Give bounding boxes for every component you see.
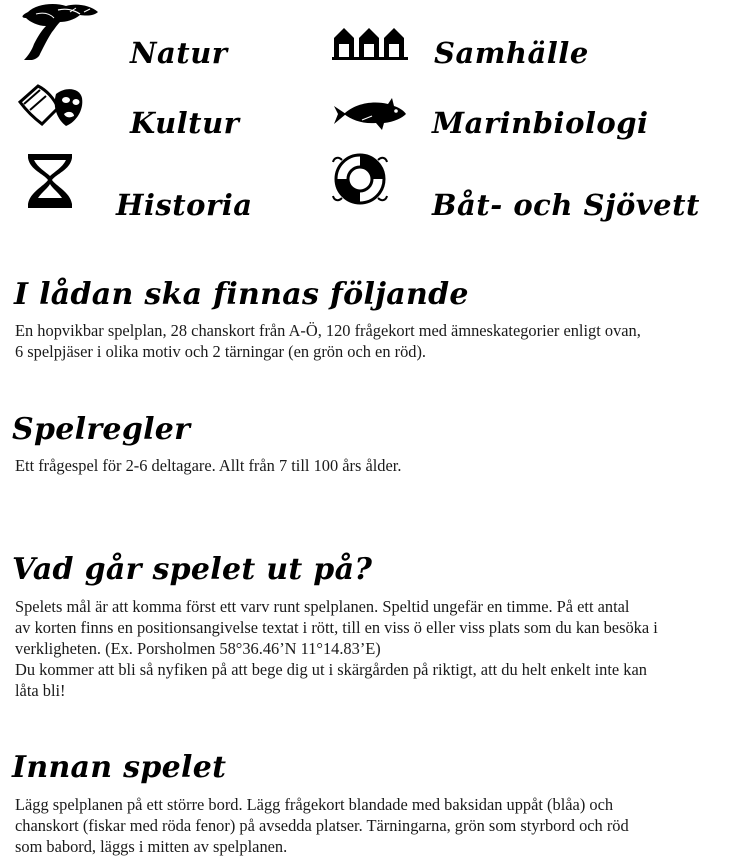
- paragraph-before-game: [15, 794, 745, 857]
- text-line: Spelets mål är att komma först ett varv runt spelplanen. Speltid ungefär en timme. På ett antal: [15, 597, 630, 616]
- text-line: verkligheten. (Ex. Porsholmen 58°36.46’N 11°14.83’E): [15, 639, 381, 658]
- paragraph-rules: [15, 455, 745, 476]
- text-line: av korten finns en positionsangivelse textat i rött, till en viss ö eller viss plats som du kan besöka i: [15, 618, 658, 637]
- text-line: Ett frågespel för 2-6 deltagare. Allt från 7 till 100 års ålder.: [15, 456, 402, 475]
- category-label-natur: Natur: [130, 36, 228, 70]
- category-label-historia: Historia: [116, 188, 253, 222]
- category-label-samhalle: Samhälle: [434, 36, 589, 70]
- heading-before-game: Innan spelet: [12, 750, 227, 785]
- text-line: chanskort (fiskar med röda fenor) på avsedda platser. Tärningarna, grön som styrbord och röd: [15, 816, 629, 835]
- theatre-masks-icon: [16, 80, 86, 132]
- heading-rules: Spelregler: [12, 412, 191, 447]
- category-label-batvett: Båt- och Sjövett: [432, 188, 700, 222]
- text-line: låta bli!: [15, 681, 66, 700]
- text-line: Lägg spelplanen på ett större bord. Lägg frågekort blandade med baksidan uppåt (blåa) och: [15, 795, 614, 814]
- heading-game-goal: Vad går spelet ut på?: [12, 552, 373, 587]
- lifebuoy-icon: [330, 150, 390, 208]
- text-line: som babord, läggs i mitten av spelplanen.: [15, 837, 288, 856]
- fish-icon: [332, 96, 408, 132]
- category-label-marinbiologi: Marinbiologi: [432, 106, 649, 140]
- boathouses-icon: [332, 26, 408, 60]
- text-line: Du kommer att bli så nyfiken på att bege dig ut i skärgården på riktigt, att du helt enkelt inte kan: [15, 660, 647, 679]
- hourglass-icon: [22, 150, 78, 210]
- text-line: 6 spelpjäser i olika motiv och 2 tärningar (en grön och en röd).: [15, 342, 427, 361]
- paragraph-box-contents: [15, 320, 745, 362]
- paragraph-game-goal: [15, 596, 745, 701]
- windswept-tree-icon: [14, 2, 102, 62]
- heading-box-contents: I lådan ska finnas följande: [14, 277, 469, 312]
- text-line: En hopvikbar spelplan, 28 chanskort från A-Ö, 120 frågekort med ämneskategorier enligt ovan,: [15, 321, 641, 340]
- category-label-kultur: Kultur: [130, 106, 240, 140]
